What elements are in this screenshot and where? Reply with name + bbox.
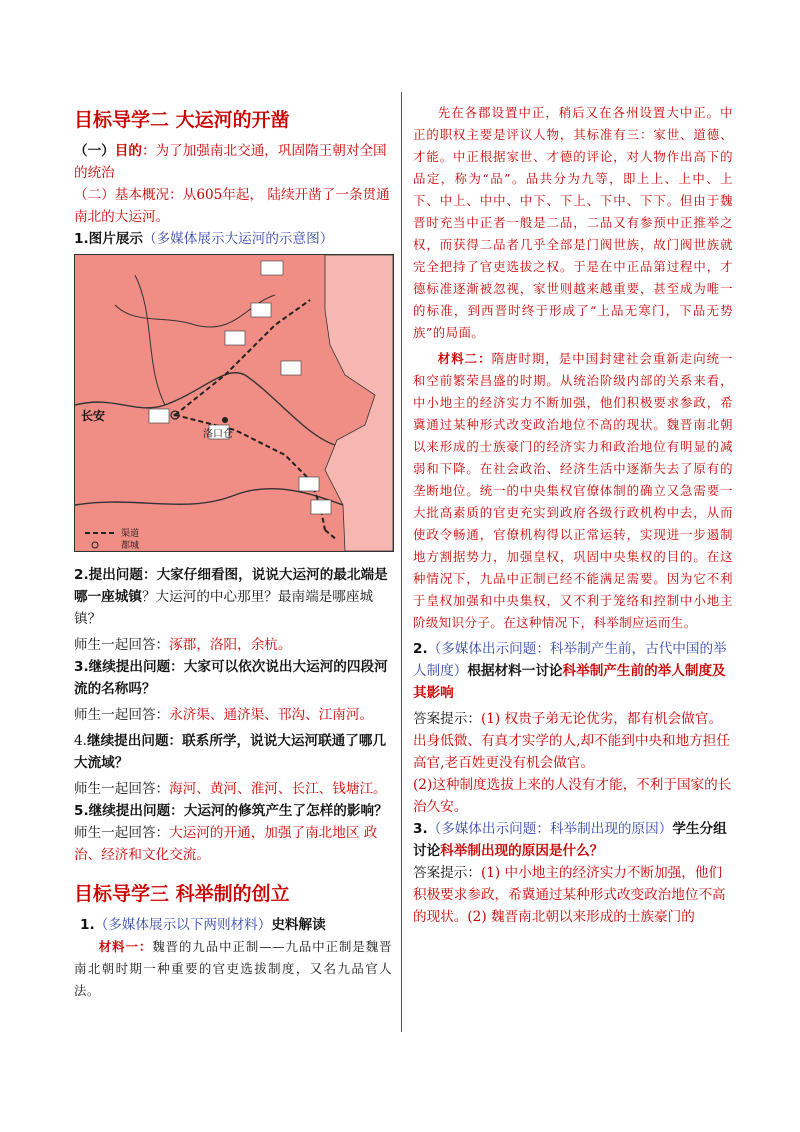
item-2-red: 科举制产生前的举人制度及其影响 [413,663,726,701]
grand-canal-map [74,254,394,552]
item-3-note: （多媒体出示问题：科举制出现的原因） [427,821,673,837]
answer-2-prefix: 师生一起回答： [74,637,170,653]
material-2 [413,348,733,634]
item1-note: （多媒体展示大运河的示意图） [143,231,334,247]
answer-5-text: 大运河的开通，加强了南北地区 政治、经济和文化交流。 [74,825,378,863]
changan-marker-dot [174,414,177,417]
answer-3-prefix: 师生一起回答： [74,707,170,723]
blank-box-5 [149,409,169,423]
label-luokou: 洛口仓 [203,429,233,440]
material-1-text: 魏晋的九品中正制——九品中正制是魏晋南北朝时期一种重要的官吏选拔制度，又名九品官人法。 [74,939,392,998]
answer-5-prefix: 师生一起回答： [74,825,170,841]
legend-capital-symbol [92,542,98,548]
answer-4-text: 海河、黄河、淮河、长江、钱塘江。 [169,781,387,797]
purpose-paragraph [74,140,392,184]
blank-box-3 [225,331,245,345]
question-2-bold: 2.提出问题：大家仔细看图，说说大运河的最北端是哪一座城镇 [74,567,388,605]
answer-3-text: 永济渠、通济渠、邗沟、江南河。 [169,707,374,723]
legend-capital-label: 都城 [121,541,140,551]
item-2-note: （多媒体出示问题：科举制产生前，古代中国的举人制度） [413,641,727,679]
question-4-text: 继续提出问题：联系所学，说说大运河联通了哪几大流域？ [74,733,387,771]
answer-hint-2 [413,708,733,774]
question-2-rest: ？大运河的中心那里？最南端是哪座城镇？ [74,589,374,627]
question-3: 3.继续提出问题：大家可以依次说出大运河的四段河流的名称吗？ [74,659,388,697]
map-drawing [75,255,393,551]
answer-hint-3-text: (1) 中小地主的经济实力不断加强，他们积极要求参政，希冀通过某种形式改变政治地位不高的现状。(2) 魏晋南北朝以来形成的士族豪门的 [413,865,726,925]
answer-hint-3-label: 答案提示： [413,865,481,881]
answer-3 [74,704,392,726]
luoyang-marker [222,417,228,423]
tongji-canal [175,415,310,480]
s3-item1 [74,914,392,936]
column-divider [401,92,402,1032]
section2-title: 目标导学二 大运河的开凿 [74,109,290,131]
question-2 [74,564,392,630]
purpose-prefix: （一） [74,143,115,159]
item1-label: 1.图片展示 [74,231,143,247]
fen-river [135,275,165,405]
answer-hint-2-text1: (1) 权贵子弟无论优劣，都有机会做官。出身低微、有真才实学的人,却不能到中央和地方担任高官,老百姓更没有机会做官。 [413,711,730,771]
blank-box-2 [251,303,271,317]
blank-box-7 [299,477,319,491]
section3-title: 目标导学三 科举制的创立 [74,883,290,905]
item-3-num: 3. [413,821,428,837]
material-2-text: 隋唐时期，是中国封建社会重新走向统一和空前繁荣昌盛的时期。从统治阶级内部的关系来看，中小地主的经济实力不断加强，他们积极要求参政，希冀通过某种形式改变政治地位不高的现状。魏晋南北朝以来形成的士族豪门的经济实力和政治地位有明显的减弱和下降。在社会政治、经济生活中逐渐失去了原有的垄断地位。统一的中央集权官僚体制的确立又急需要一大批高素质的官吏充实到政府各级行政机构中去，从而使政令畅通，官僚机构得以正常运转，实现进一步遏制地方割据势力，加强皇权，巩固中央集权的目的。在这种情况下，九品中正制已经不能满足需要。因为它不利于皇权加强和中央集权，又不利于笼络和控制中小地主阶级知识分子。在这种情况下，科举制应运而生。 [413,351,734,630]
material-1 [74,936,392,1002]
blank-box-8 [311,500,331,514]
right-column [413,92,733,928]
question-4-num: 4. [74,733,87,749]
left-column [74,92,392,1002]
answer-hint-2-part2: (2)这种制度选拔上来的人没有才能，不利于国家的长治久安。 [413,777,732,815]
s3-item1-label: 史料解读 [271,917,326,933]
blank-box-4 [281,361,301,375]
item-3 [413,818,733,862]
answer-4-prefix: 师生一起回答： [74,781,170,797]
item-3-text: 学生分组讨论 [413,821,727,859]
sea-area [325,255,393,551]
s3-item1-note: （多媒体展示以下两则材料） [94,917,272,933]
answer-2-text: 涿郡，洛阳，余杭。 [169,637,292,653]
item-2-text: 根据材料一讨论 [467,663,563,679]
item1-paragraph [74,228,392,250]
item-2-num: 2. [413,641,428,657]
item-2 [413,638,733,704]
label-changan: 长安 [81,409,106,423]
answer-5 [74,822,392,866]
answer-hint-2-label: 答案提示： [413,711,481,727]
legend-canal-label: 渠道 [121,529,140,539]
jiangnan-canal [325,530,337,540]
answer-2 [74,634,392,656]
question-5: 5.继续提出问题：大运河的修筑产生了怎样的影响？ [74,803,388,819]
purpose-text: ：为了加强南北交通，巩固隋王朝对全国的统治 [74,143,387,181]
question-4 [74,730,392,774]
material-1-label: 材料一： [98,939,153,954]
purpose-label: 目的 [114,143,142,159]
blank-box-1 [261,261,283,275]
material-1-continued: 先在各郡设置中正，稍后又在各州设置大中正。中正的职权主要是评议人物，其标准有三：家世、道德、才能。中正根据家世、才德的评论，对人物作出高下的品定，称为“品”。品共分为九等，即上上、上中、上下、中上、中中、中下、下上、下中、下下。但由于魏晋时充当中正者一般是二品，二品又有参预中正推举之权，而获得二品者几乎全部是门阀世族，故门阀世族就完全把持了官吏选拔之权。于是在中正品第过程中，才德标准逐渐被忽视，家世则越来越重要，甚至成为唯一的标准，到西晋时终于形成了“上品无寒门，下品无势族”的局面。 [413,105,733,340]
answer-4 [74,778,392,800]
s3-item1-num: 1. [80,917,95,933]
material-2-label: 材料二： [437,351,492,366]
item-3-red: 科举制出现的原因是什么？ [440,843,604,859]
answer-hint-3 [413,862,733,928]
overview-paragraph: （二）基本概况：从605年起， 陆续开凿了一条贯通南北的大运河。 [74,187,390,225]
yongji-canal [175,300,310,415]
